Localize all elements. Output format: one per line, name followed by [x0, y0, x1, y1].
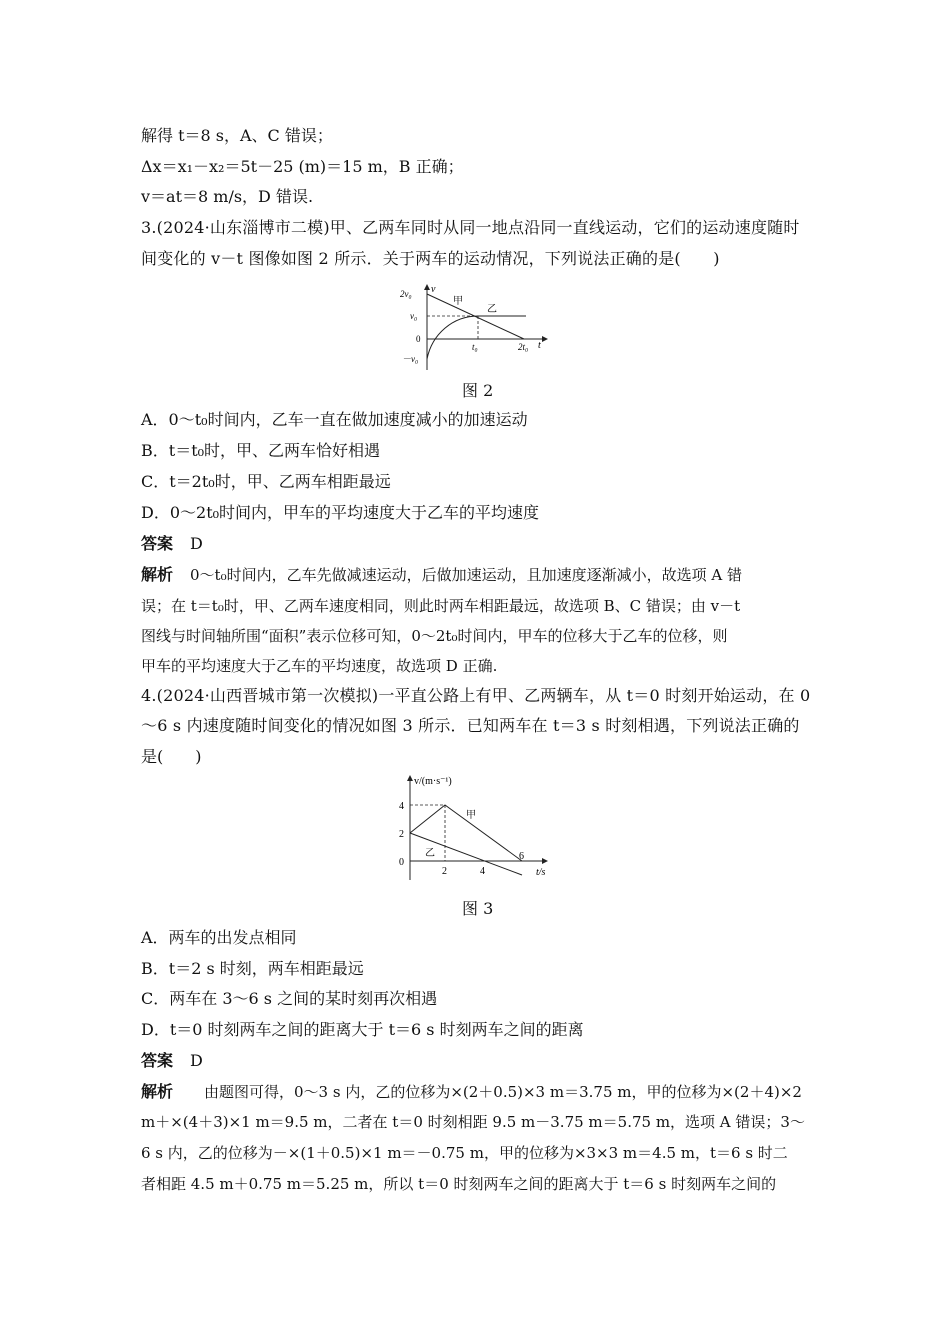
- fig2-v-label: v: [431, 284, 436, 295]
- q3-analysis-line-1: 0～t₀时间内，乙车先做减速运动，后做加速运动，且加速度逐渐减小，故选项 A 错: [190, 566, 742, 584]
- q3-option-a: A．0～t₀时间内，乙车一直在做加速度减小的加速运动: [141, 410, 528, 429]
- fig2-2v0-label: 2v₀: [400, 289, 412, 299]
- fig3-v-axis-label: v/(m·s⁻¹): [414, 776, 452, 787]
- fig3-x4-label: 4: [480, 866, 485, 877]
- q3-analysis-line-2: 误；在 t＝t₀时，甲、乙两车速度相同，则此时两车相距最远，故选项 B、C 错误；由 v－t: [141, 597, 741, 615]
- fig2-jia-label: 甲: [453, 296, 463, 307]
- fig2-2t0-label: 2t₀: [518, 342, 529, 352]
- q4-option-b: B．t＝2 s 时刻，两车相距最远: [141, 959, 364, 978]
- q4-analysis-line-4: 者相距 4.5 m＋0.75 m＝5.25 m，所以 t＝0 时刻两车之间的距离大于 t＝6 s 时刻两车之间的: [141, 1175, 777, 1193]
- q3-option-b: B．t＝t₀时，甲、乙两车恰好相遇: [141, 441, 381, 460]
- q4-stem-line-2: ～6 s 内速度随时间变化的情况如图 3 所示．已知两车在 t＝3 s 时刻相遇，下列说法正确的: [141, 716, 800, 735]
- fig2-yi-curve: [427, 316, 529, 359]
- figure-2-vt-graph: [398, 282, 558, 372]
- figure-2-caption: 图 2: [462, 381, 494, 400]
- fig3-zero-label: 0: [399, 857, 404, 868]
- prev-solution-line-2: Δx＝x₁－x₂＝5t－25 (m)＝15 m，B 正确；: [141, 157, 464, 176]
- q3-analysis-line-4: 甲车的平均速度大于乙车的平均速度，故选项 D 正确.: [141, 657, 498, 675]
- q3-option-c: C．t＝2t₀时，甲、乙两车相距最远: [141, 472, 391, 491]
- q3-stem-line-2: 间变化的 v－t 图像如图 2 所示．关于两车的运动情况，下列说法正确的是( ): [141, 249, 720, 268]
- q3-analysis-line-3: 图线与时间轴所围“面积”表示位移可知，0～2t₀时间内，甲车的位移大于乙车的位移，则: [141, 627, 728, 645]
- fig3-x2-label: 2: [442, 866, 447, 877]
- fig2-yi-label: 乙: [487, 304, 497, 315]
- q4-option-d: D．t＝0 时刻两车之间的距离大于 t＝6 s 时刻两车之间的距离: [141, 1020, 584, 1039]
- q4-option-c: C．两车在 3～6 s 之间的某时刻再次相遇: [141, 989, 438, 1008]
- fig3-yi-label: 乙: [425, 848, 435, 859]
- q3-answer-label: 答案: [141, 534, 174, 553]
- prev-solution-line-3: v＝at＝8 m/s，D 错误.: [141, 187, 314, 206]
- fig3-x6-label: 6: [519, 851, 524, 862]
- fig3-y4-label: 4: [399, 801, 404, 812]
- figure-3-vt-graph: [392, 772, 562, 884]
- fig3-y2-label: 2: [399, 829, 404, 840]
- fig2-t0-label: t₀: [472, 342, 478, 352]
- q3-analysis-label: 解析: [141, 565, 174, 584]
- prev-solution-line-1: 解得 t＝8 s，A、C 错误；: [141, 126, 333, 145]
- q4-answer-label: 答案: [141, 1051, 174, 1070]
- q4-stem-line-3: 是( ): [141, 747, 202, 766]
- q4-analysis-line-3: 6 s 内，乙的位移为－×(1＋0.5)×1 m＝－0.75 m，甲的位移为×3×3 m＝4.5 m，t＝6 s 时二: [141, 1144, 788, 1162]
- q4-analysis-line-2: m＋×(4＋3)×1 m＝9.5 m，二者在 t＝0 时刻相距 9.5 m－3.75 m＝5.75 m，选项 A 错误；3～: [141, 1113, 805, 1131]
- fig2-neg-v0-label: －v₀: [402, 354, 419, 364]
- figure-3-caption: 图 3: [462, 899, 494, 918]
- q3-option-d: D．0～2t₀时间内，甲车的平均速度大于乙车的平均速度: [141, 503, 540, 522]
- q4-option-a: A．两车的出发点相同: [141, 928, 297, 947]
- fig2-zero-label: 0: [416, 334, 421, 344]
- fig3-jia-label: 甲: [466, 810, 476, 821]
- q3-answer: D: [190, 534, 203, 553]
- fig2-t-label: t: [538, 340, 541, 351]
- q3-stem-line-1: 3.(2024·山东淄博市二模)甲、乙两车同时从同一地点沿同一直线运动，它们的运动速度随时: [141, 218, 800, 237]
- q4-stem-line-1: 4.(2024·山西晋城市第一次模拟)一平直公路上有甲、乙两辆车，从 t＝0 时刻开始运动，在 0: [141, 686, 811, 705]
- fig3-t-axis-label: t/s: [536, 867, 546, 878]
- fig2-v0-label: v₀: [410, 311, 418, 321]
- q4-analysis-label: 解析: [141, 1082, 174, 1101]
- q4-answer: D: [190, 1051, 203, 1070]
- q4-analysis-line-1: 由题图可得，0～3 s 内，乙的位移为×(2＋0.5)×3 m＝3.75 m，甲的位移为×(2＋4)×2: [204, 1083, 802, 1101]
